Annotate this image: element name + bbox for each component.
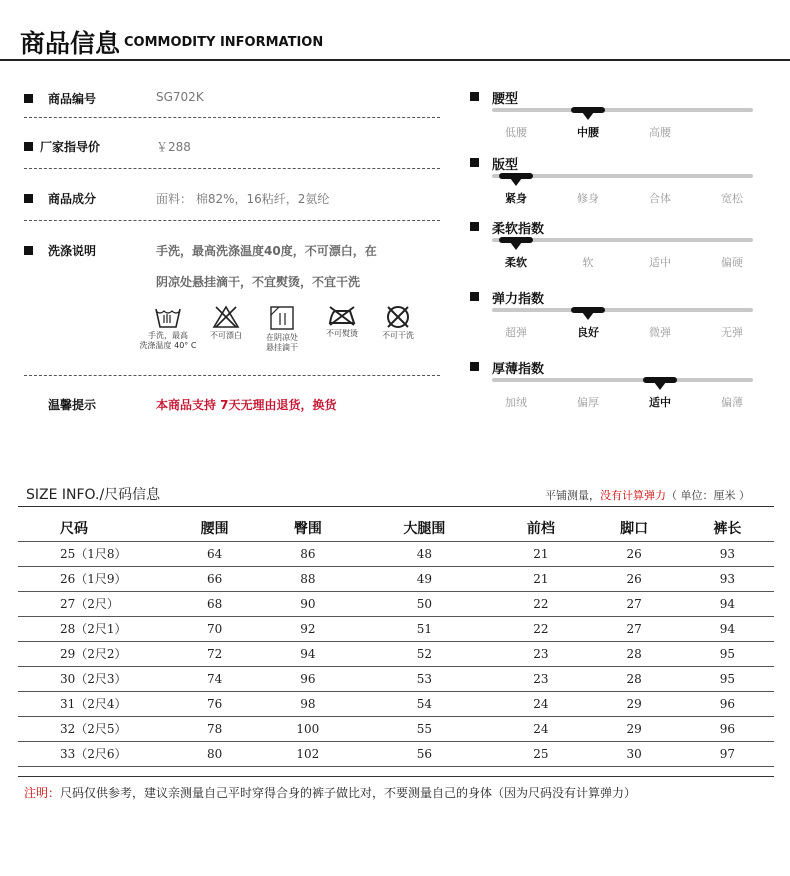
table-cell: 86: [261, 541, 354, 566]
table-row: [18, 566, 774, 591]
table-cell: 32（2尺5）: [18, 716, 168, 741]
table-cell: 93: [681, 541, 774, 566]
column-header: 前档: [494, 516, 587, 541]
table-row: [18, 716, 774, 741]
table-cell: 26: [588, 541, 681, 566]
page-subtitle: COMMODITY INFORMATION: [124, 35, 324, 50]
bullet-icon: [24, 94, 33, 103]
attribute-option: 适中: [649, 256, 671, 269]
bullet-icon: [24, 142, 33, 151]
info-value: 面料： 棉82%，16粘纤，2氨纶: [156, 192, 330, 206]
table-cell: 78: [168, 716, 261, 741]
table-row: [18, 591, 774, 616]
care-label: 不可漂白: [210, 331, 242, 340]
table-cell: 28: [588, 641, 681, 666]
table-cell: 30（2尺3）: [18, 666, 168, 691]
attribute-option: 紧身: [505, 192, 527, 205]
attribute-option: 软: [582, 256, 594, 269]
bullet-icon: [24, 194, 33, 203]
table-cell: 23: [494, 666, 587, 691]
table-cell: 54: [354, 691, 494, 716]
column-header: 腰围: [168, 516, 261, 541]
table-cell: 21: [494, 566, 587, 591]
table-cell: 74: [168, 666, 261, 691]
attribute-indicator: [643, 377, 677, 383]
table-row: [18, 666, 774, 691]
table-cell: 21: [494, 541, 587, 566]
attribute-option: 中腰: [577, 126, 599, 139]
table-cell: 94: [681, 591, 774, 616]
care-hand-wash: [136, 305, 200, 351]
info-value: 手洗，最高洗涤温度40度，不可漂白，在: [156, 244, 377, 258]
attribute-option: 高腰: [649, 126, 671, 139]
table-cell: 52: [354, 641, 494, 666]
attribute-option: 修身: [577, 192, 599, 205]
info-label: 洗涤说明: [48, 244, 97, 258]
care-label: 手洗，最高: [148, 331, 188, 340]
info-value: 阴凉处悬挂滴干，不宜熨烫，不宜干洗: [156, 275, 361, 289]
table-cell: 97: [681, 741, 774, 766]
info-label: 温馨提示: [48, 398, 97, 412]
care-no-bleach: [204, 305, 248, 341]
attribute-option: 加绒: [505, 396, 527, 409]
table-cell: 25: [494, 741, 587, 766]
table-cell: 31（2尺4）: [18, 691, 168, 716]
table-cell: 26: [588, 566, 681, 591]
column-header: 大腿围: [354, 516, 494, 541]
table-cell: 48: [354, 541, 494, 566]
info-label: 商品成分: [48, 192, 97, 206]
table-cell: 66: [168, 566, 261, 591]
table-cell: 94: [681, 616, 774, 641]
table-row: [18, 691, 774, 716]
table-cell: 29（2尺2）: [18, 641, 168, 666]
drip-dry-shade-icon: [268, 305, 296, 331]
table-cell: 27: [588, 591, 681, 616]
size-table: [18, 516, 774, 767]
table-cell: 22: [494, 616, 587, 641]
divider: [24, 168, 440, 169]
size-title: SIZE INFO./尺码信息: [26, 487, 161, 503]
column-header: 臀围: [261, 516, 354, 541]
attribute-indicator: [499, 237, 533, 243]
attribute-option: 微弹: [649, 326, 671, 339]
table-cell: 98: [261, 691, 354, 716]
table-cell: 26（1尺9）: [18, 566, 168, 591]
table-cell: 33（2尺6）: [18, 741, 168, 766]
care-label: 在阴凉处: [266, 333, 298, 342]
attribute-track: [492, 378, 753, 382]
table-row: [18, 616, 774, 641]
table-cell: 96: [681, 691, 774, 716]
table-cell: 22: [494, 591, 587, 616]
table-cell: 96: [261, 666, 354, 691]
table-cell: 70: [168, 616, 261, 641]
table-cell: 29: [588, 691, 681, 716]
care-no-iron: [320, 305, 364, 339]
info-value: ￥288: [156, 140, 191, 154]
table-cell: 64: [168, 541, 261, 566]
divider: [24, 117, 440, 118]
care-no-dry-clean: [376, 305, 420, 341]
attribute-track: [492, 308, 753, 312]
table-cell: 95: [681, 641, 774, 666]
hand-wash-40-icon: [154, 305, 182, 329]
table-cell: 27（2尺）: [18, 591, 168, 616]
attribute-option: 良好: [577, 326, 599, 339]
table-cell: 29: [588, 716, 681, 741]
table-cell: 72: [168, 641, 261, 666]
attribute-title: 柔软指数: [492, 222, 545, 237]
bullet-icon: [470, 222, 479, 231]
table-cell: 88: [261, 566, 354, 591]
table-cell: 49: [354, 566, 494, 591]
table-cell: 93: [681, 566, 774, 591]
table-cell: 102: [261, 741, 354, 766]
attribute-option: 宽松: [721, 192, 743, 205]
attribute-option: 偏薄: [721, 396, 743, 409]
info-value: SG702K: [156, 90, 204, 104]
table-cell: 76: [168, 691, 261, 716]
column-header: 裤长: [681, 516, 774, 541]
care-label: 不可干洗: [382, 331, 414, 340]
care-drip-dry: [260, 305, 304, 353]
table-cell: 53: [354, 666, 494, 691]
table-cell: 51: [354, 616, 494, 641]
info-label: 商品编号: [48, 92, 97, 106]
table-cell: 27: [588, 616, 681, 641]
divider: [24, 220, 440, 221]
attribute-option: 无弹: [721, 326, 743, 339]
attribute-title: 弹力指数: [492, 292, 545, 307]
attribute-option: 柔软: [505, 256, 527, 269]
attribute-title: 厚薄指数: [492, 362, 545, 377]
table-row: [18, 741, 774, 766]
no-dry-clean-icon: [385, 305, 411, 329]
attribute-option: 偏厚: [577, 396, 599, 409]
table-cell: 94: [261, 641, 354, 666]
attribute-option: 低腰: [505, 126, 527, 139]
attribute-option: 适中: [649, 396, 671, 409]
table-cell: 55: [354, 716, 494, 741]
table-row: [18, 641, 774, 666]
info-label: 厂家指导价: [40, 140, 101, 154]
info-value: 本商品支持 7天无理由退货，换货: [156, 398, 337, 412]
table-cell: 24: [494, 691, 587, 716]
bullet-icon: [470, 158, 479, 167]
attribute-option: 偏硬: [721, 256, 743, 269]
attribute-indicator: [499, 173, 533, 179]
table-cell: 90: [261, 591, 354, 616]
attribute-indicator: [571, 307, 605, 313]
bullet-icon: [470, 362, 479, 371]
care-label: 洗涤温度 40° C: [139, 341, 197, 350]
attribute-track: [492, 108, 753, 112]
size-note: 平铺测量，没有计算弹力（ 单位：厘米 ）: [545, 489, 750, 502]
care-label: 悬挂滴干: [266, 343, 298, 352]
attribute-indicator: [571, 107, 605, 113]
table-cell: 28（2尺1）: [18, 616, 168, 641]
table-cell: 92: [261, 616, 354, 641]
table-cell: 30: [588, 741, 681, 766]
no-bleach-icon: [212, 305, 240, 329]
table-cell: 95: [681, 666, 774, 691]
footnote: 注明：尺码仅供参考，建议亲测量自己平时穿得合身的裤子做比对，不要测量自己的身体（因为尺码没有计算弹力）: [24, 786, 637, 800]
divider: [24, 375, 440, 376]
bullet-icon: [24, 246, 33, 255]
divider: [18, 506, 774, 507]
table-row: [18, 541, 774, 566]
header-divider: [0, 59, 790, 61]
attribute-option: 合体: [649, 192, 671, 205]
table-cell: 25（1尺8）: [18, 541, 168, 566]
divider: [18, 776, 774, 777]
table-cell: 50: [354, 591, 494, 616]
column-header: 脚口: [588, 516, 681, 541]
no-iron-icon: [326, 305, 358, 327]
page-title: 商品信息: [20, 29, 121, 58]
table-cell: 23: [494, 641, 587, 666]
column-header: 尺码: [18, 516, 168, 541]
bullet-icon: [470, 92, 479, 101]
care-label: 不可熨烫: [326, 329, 358, 338]
table-cell: 68: [168, 591, 261, 616]
table-cell: 24: [494, 716, 587, 741]
table-cell: 56: [354, 741, 494, 766]
table-cell: 100: [261, 716, 354, 741]
table-cell: 96: [681, 716, 774, 741]
bullet-icon: [470, 292, 479, 301]
table-cell: 80: [168, 741, 261, 766]
table-cell: 28: [588, 666, 681, 691]
attribute-title: 腰型: [492, 92, 519, 107]
attribute-option: 超弹: [505, 326, 527, 339]
attribute-title: 版型: [492, 158, 519, 173]
